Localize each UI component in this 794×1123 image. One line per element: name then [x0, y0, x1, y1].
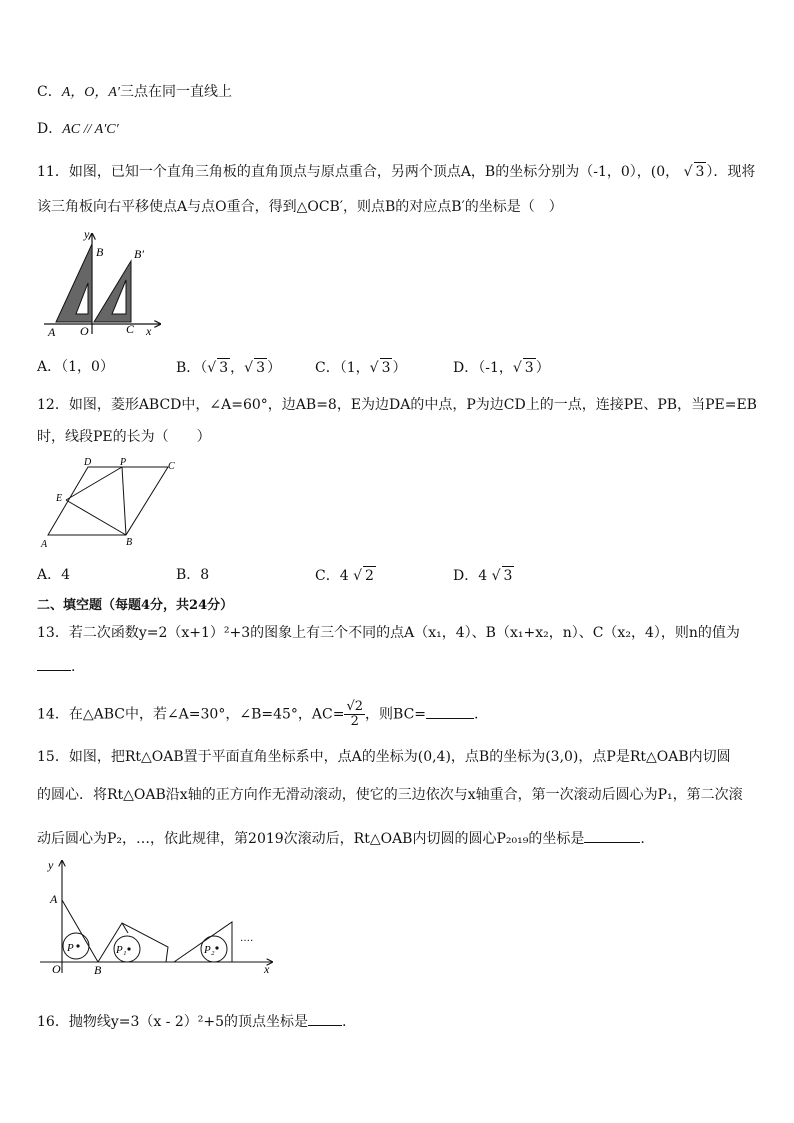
q15-figure: [36, 855, 281, 977]
q12-option-a: [37, 566, 70, 584]
q13-end: .: [71, 659, 76, 675]
q11-text: 该三角板向右平移使点A与点O重合，得到△OCB′，则点B的对应点B′的坐标是（ ）: [37, 199, 563, 215]
q13-text: 13．若二次函数y=2（x+1）²+3的图象上有三个不同的点A（x₁，4）、B（x₁+x₂，n）、C（x₂，4），则n的值为: [37, 625, 740, 641]
q14-stem: [37, 700, 478, 729]
label-p: P: [67, 942, 74, 954]
label-y: y: [84, 228, 90, 241]
option-mid: ，: [230, 360, 245, 376]
q12-text: 12．如图，菱形ABCD中，∠A=60°，边AB=8，E为边DA的中点，P为边CD上的一点，连接PE、PB，当PE=EB: [37, 397, 757, 413]
sqrt-radicand: 3: [695, 164, 705, 180]
sqrt: √ 3: [512, 360, 534, 376]
label-d: D: [84, 457, 92, 468]
label-a: A: [48, 325, 56, 339]
option-value: （1，0）: [61, 359, 114, 375]
label-b-prime: B′: [134, 247, 144, 261]
sqrt: √ 2: [353, 568, 374, 584]
label-b: B: [126, 537, 133, 548]
option-post: ）: [535, 360, 550, 376]
sqrt: √ 3: [244, 360, 265, 376]
label-p2: P₂: [204, 944, 215, 956]
q13-answer-line: [37, 656, 75, 676]
q12-option-b: [176, 566, 209, 584]
sqrt-radicand: 3: [381, 360, 391, 376]
option-label: B．: [176, 360, 201, 376]
q15-text: 动后圆心为P₂，…，依此规律，第2019次滚动后，Rt△OAB内切圆的圆心P₂₀₁₉的坐标是: [37, 831, 585, 847]
q12-text: 时，线段PE的长为（ ）: [37, 429, 211, 445]
segment-pb: [122, 467, 126, 535]
center-p2: [215, 946, 218, 949]
label-y: y: [48, 858, 54, 872]
answer-blank[interactable]: [584, 828, 640, 843]
q12-stem-line2: [37, 428, 211, 446]
option-label: C．: [37, 84, 62, 100]
option-value: 8: [200, 567, 210, 583]
segment-eb: [66, 500, 126, 535]
option-label: B．: [176, 567, 201, 583]
q11-stem-line1: [37, 162, 755, 181]
label-p: P: [120, 457, 127, 468]
q16-end: .: [342, 1014, 347, 1030]
triangle-position-1: [98, 923, 168, 962]
option-text: 三点在同一直线上: [120, 84, 232, 100]
option-label: D．: [37, 121, 63, 137]
label-p1: P₁: [116, 944, 127, 956]
q15-stem-line2: [37, 786, 743, 804]
sqrt: √ 3: [683, 164, 705, 180]
option-label: A．: [37, 567, 62, 583]
sqrt-radicand: 3: [219, 360, 229, 376]
fraction-denominator: 2: [350, 714, 359, 729]
triangle-ocb-prime: [94, 261, 131, 322]
q11-option-c: [315, 358, 406, 377]
sqrt: √ 3: [207, 360, 229, 376]
q11-text-end: ）．现将: [706, 164, 756, 180]
option-post: ）: [392, 360, 407, 376]
q10-option-c: [37, 83, 232, 102]
q10-option-d: [37, 120, 119, 139]
answer-blank[interactable]: [308, 1011, 342, 1026]
label-e: E: [56, 493, 63, 504]
sqrt-radicand: 3: [524, 360, 534, 376]
q12-figure: [36, 455, 186, 551]
q15-stem-line1: [37, 748, 731, 766]
q15-end: .: [640, 831, 645, 847]
q12-option-d: [453, 566, 514, 585]
continuation-dots: ····: [240, 936, 254, 947]
center-p1: [127, 947, 130, 950]
answer-blank[interactable]: [37, 656, 71, 671]
q16-stem: [37, 1011, 347, 1031]
option-value: 4: [478, 568, 488, 584]
center-p: [76, 944, 79, 947]
q12-option-c: [315, 566, 376, 585]
q11-stem-line2: [37, 198, 563, 216]
option-pre: （1，: [339, 360, 370, 376]
q11-text: 11．如图，已知一个直角三角板的直角顶点与原点重合，另两个顶点A，B的坐标分别为（-1，0），(0，: [37, 164, 680, 180]
option-label: D．: [453, 360, 479, 376]
label-b: B: [94, 963, 102, 977]
sqrt-radicand: 3: [256, 360, 265, 376]
option-label: A．: [37, 359, 62, 375]
q15-text: 的圆心．将Rt△OAB沿x轴的正方向作无滑动滚动，使它的三边依次与x轴重合，第一次滚动后圆心为P₁，第二次滚: [37, 787, 743, 803]
q11-option-b: [176, 358, 281, 377]
option-label: D．: [453, 568, 479, 584]
option-math: AC // A′C′: [62, 122, 119, 137]
option-pre: （: [200, 360, 208, 376]
sqrt-radicand: 3: [503, 568, 513, 584]
sqrt: √ 3: [369, 360, 391, 376]
label-x: x: [146, 324, 152, 338]
q14-text-post: ，则BC=: [365, 706, 427, 723]
answer-blank[interactable]: [426, 704, 474, 719]
segment-ep: [66, 467, 122, 500]
triangle-oab: [56, 244, 92, 322]
option-label: C．: [315, 360, 340, 376]
fraction: [344, 700, 365, 729]
q11-figure: [40, 228, 170, 340]
sqrt-radicand: 2: [365, 568, 374, 584]
option-value: 4: [61, 567, 71, 583]
label-x: x: [264, 962, 270, 976]
label-c: C: [126, 322, 135, 336]
label-a: A: [41, 539, 48, 550]
fraction-numerator: √2: [346, 699, 364, 714]
q15-text: 15．如图，把Rt△OAB置于平面直角坐标系中，点A的坐标为(0,4)，点B的坐标为(3,0)，点P是Rt△OAB内切圆: [37, 749, 731, 765]
q14-end: .: [474, 706, 479, 723]
q12-stem-line1: [37, 396, 757, 414]
label-c: C: [168, 461, 175, 472]
sqrt: √ 3: [491, 568, 513, 584]
q13-stem: [37, 624, 740, 642]
option-label: C．: [315, 568, 340, 584]
label-b: B: [96, 245, 104, 259]
q15-stem-line3: [37, 828, 645, 848]
section-title: 二、填空题（每题4分，共24分）: [37, 598, 234, 613]
q11-option-a: [37, 358, 114, 376]
label-a: A: [50, 892, 58, 906]
option-points: A，O，A′: [61, 85, 120, 100]
label-o: O: [80, 324, 89, 338]
label-o: O: [52, 962, 61, 976]
q16-text: 16．抛物线y=3（x - 2）²+5的顶点坐标是: [37, 1014, 309, 1030]
q14-text: 14．在△ABC中，若∠A=30°，∠B=45°，AC=: [37, 706, 345, 723]
option-pre: （-1，: [478, 360, 513, 376]
option-post: ）: [266, 360, 281, 376]
option-value: 4: [339, 568, 349, 584]
q11-option-d: [453, 358, 550, 377]
